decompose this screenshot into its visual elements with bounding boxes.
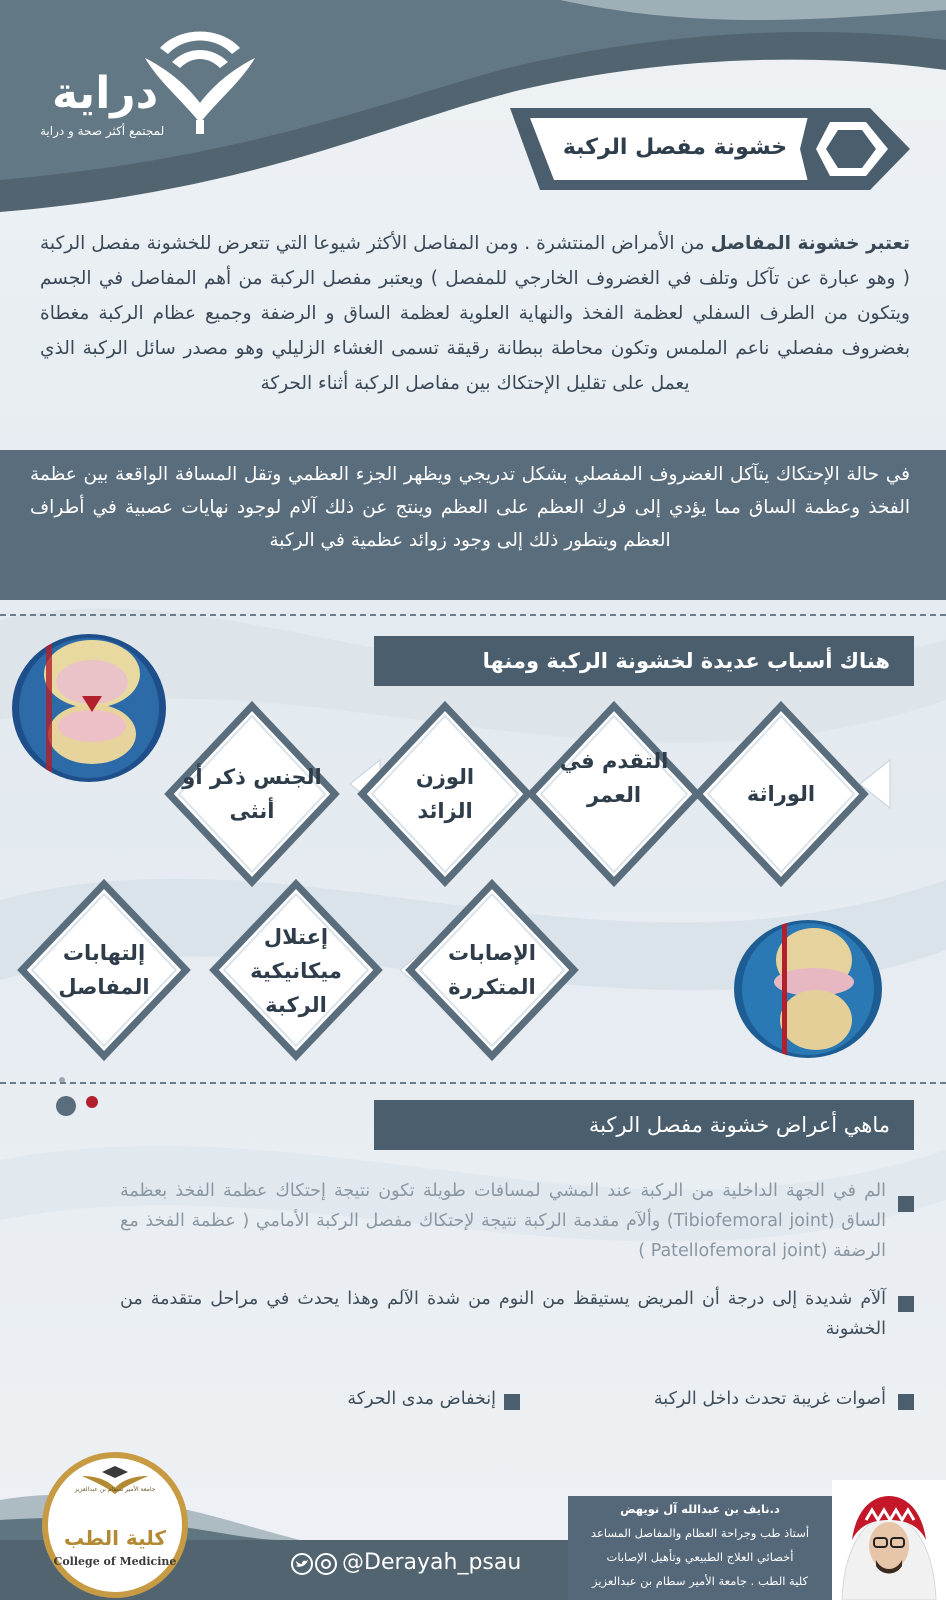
cause-mechanics: إعتلال ميكانيكية الركبة [250,925,342,1017]
doctor-name: د.نايف بن عبدالله آل نويهض [620,1502,780,1516]
cause-gender: الجنس ذكر أو أنثى [182,765,322,823]
cause-weight: الوزن الزائد [415,765,475,823]
intro-lead: تعتبر خشونة المفاصل [710,233,910,254]
causes-heading: هناك أسباب عديدة لخشونة الركبة ومنها [374,636,914,686]
doctor-card [568,1496,832,1600]
symptom-3: أصوات غريبة تحدث داخل الركبة [653,1389,886,1409]
divider-bottom [0,1082,946,1084]
twitter-icon [296,1560,308,1567]
doctor-title-1: أستاذ طب وجراحة العظام والمفاصل المساعد [590,1526,810,1540]
brand-tagline: لمجتمع أكثر صحة و دراية [40,124,165,138]
symptom-4: إنخفاض مدى الحركة [347,1389,496,1409]
cause-age: التقدم في العمر [559,749,669,807]
page-title: خشونة مفصل الركبة [562,135,788,160]
bullet-icon [898,1296,914,1312]
cause-heredity: الوراثة [746,782,816,806]
college-name-en: College of Medicine [53,1555,177,1568]
university-name: جامعة الأمير سطام بن عبدالعزيز [74,1486,156,1493]
doctor-photo [832,1480,946,1600]
bullet-icon [504,1394,520,1410]
college-name-ar: كلية الطب [63,1526,167,1550]
bullet-icon [898,1394,914,1410]
intro-text: من الأمراض المنتشرة . ومن المفاصل الأكثر شيوعا التي تتعرض للخشونة مفصل الركبة ( وهو عبارة عن تآكل وتلف في الغضروف الخارجي للمفصل ) ويعتبر مفصل الركبة من أهم المفاصل في الجسم ويتكون من الطرف السفلي لعظمة الفخذ والنهاية العلوية لعظمة الساق و الرضفة وجميع عظام الركبة مغطاة بغضروف مفصلي ناعم الملمس وتكون محاطة ببطانة رقيقة تسمى الغشاء الزليلي وهو مصدر سائل الركبة الذي يعمل على تقليل الإحتكاك بين مفاصل الركبة أثناء الحركة [40,233,910,394]
symptom-2: آلآم شديدة إلى درجة أن المريض يستيقظ من النوم من شدة الآلم وهذا يحدث في مراحل متقدمة من الخشونة [120,1289,886,1339]
cause-inflammation: إلتهابات المفاصل [58,941,150,999]
social-handle[interactable]: @Derayah_psau [342,1550,522,1575]
brand-name: دراية [52,68,159,119]
symptom-1: الم في الجهة الداخلية من الركبة عند المشي لمسافات طويلة تكون نتيجة إحتكاك عظمة الفخذ بعظمة الساق (Tibiofemoral joint) وألآم مقدمة الركبة نتيجة لإحتكاك مفصل الركبة الأمامي ( عظمة الفخذ مع الرضفة (Patellofemoral joint ) [120,1181,886,1261]
social-icons [290,1552,338,1576]
bullet-icon [898,1196,914,1212]
instagram-icon [322,1560,330,1568]
doctor-title-3: كلية الطب . جامعة الأمير سطام بن عبدالعزيز [592,1574,808,1588]
explanation-text: في حالة الإحتكاك يتآكل الغضروف المفصلي بشكل تدريجي ويظهر الجزء العظمي وتقل المسافة الواقعة بين عظمة الفخذ وعظمة الساق مما يؤدي إلى فرك العظم على العظم وينتج عن ذلك آلام لوجود نهايات عصبية في أطراف العظم ويتطور ذلك إلى وجود زوائد عظمية في الركبة [30,464,910,551]
cause-injuries: الإصابات المتكررة [448,941,536,999]
symptoms-heading: ماهي أعراض خشونة مفصل الركبة [374,1100,914,1150]
college-logo [42,1452,188,1598]
doctor-title-2: أخصائي العلاج الطبيعي وتأهيل الإصابات [606,1550,794,1564]
